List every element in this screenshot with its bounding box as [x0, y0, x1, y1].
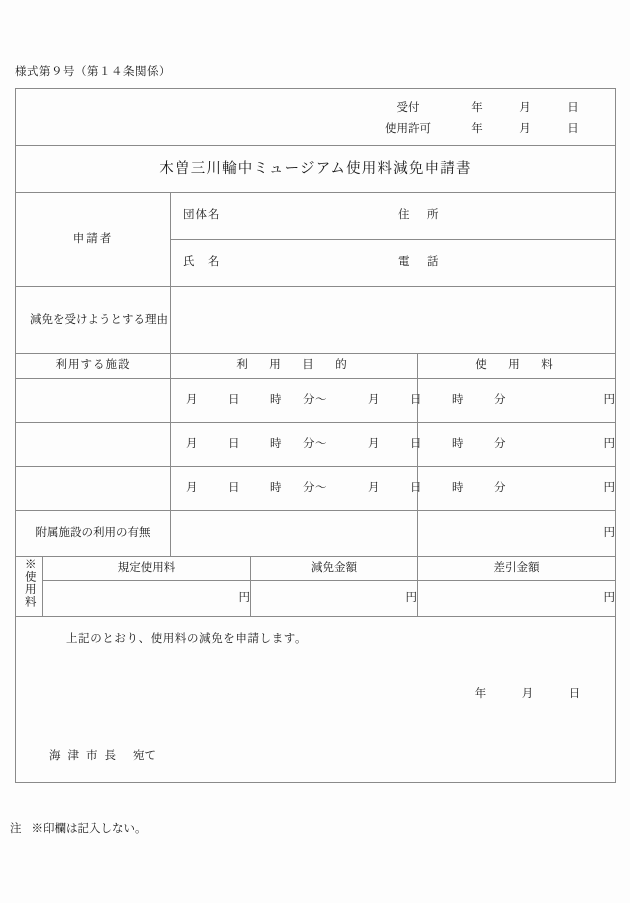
title-row: [16, 146, 616, 193]
usage-day-from[interactable]: 日: [228, 481, 240, 494]
footnote: [10, 820, 147, 836]
usage-minute-from[interactable]: 分～: [303, 437, 327, 450]
usage-hour-to[interactable]: 時: [452, 437, 464, 450]
usage-row: [16, 467, 616, 511]
applicant-name-label: 氏 名: [183, 256, 221, 269]
receipt-month-shiyoukyoka[interactable]: 月: [519, 122, 531, 135]
receipt-year-shiyoukyoka[interactable]: 年: [471, 122, 483, 135]
declaration-cell: [16, 617, 616, 783]
applicant-label-cell: [16, 193, 171, 287]
usage-day-to[interactable]: 日: [410, 437, 422, 450]
usage-datetime-line: [171, 480, 506, 498]
annex-facility-label: 附属施設の利用の有無: [35, 527, 151, 540]
fee-header-reduction: 減免金額: [251, 557, 418, 581]
usage-facility-cell[interactable]: [16, 423, 171, 467]
usage-day-from[interactable]: 日: [228, 393, 240, 406]
usage-day-to[interactable]: 日: [410, 481, 422, 494]
usage-facility-cell[interactable]: [16, 379, 171, 423]
applicant-organization-label: 団体名: [183, 209, 221, 222]
fee-unit-balance: 円: [603, 591, 616, 604]
applicant-address-label: 住 所: [398, 209, 442, 222]
usage-row: [16, 423, 616, 467]
usage-fee-unit: 円: [603, 481, 616, 494]
declaration-year[interactable]: 年: [474, 688, 487, 700]
receipt-row-shiyoukyoka: [16, 121, 597, 139]
declaration-addressee: [49, 748, 156, 766]
applicant-name-cell[interactable]: [171, 240, 616, 287]
fee-value-balance[interactable]: [418, 581, 616, 617]
usage-hour-from[interactable]: 時: [270, 481, 282, 494]
document-title: 木曽三川輪中ミュージアム使用料減免申請書: [159, 160, 472, 177]
application-form-table: [15, 88, 616, 783]
usage-hour-from[interactable]: 時: [270, 393, 282, 406]
usage-day-from[interactable]: 日: [228, 437, 240, 450]
receipt-year-uketsuke[interactable]: 年: [471, 101, 483, 114]
declaration-month[interactable]: 月: [521, 688, 534, 700]
usage-purpose-cell[interactable]: [171, 379, 506, 423]
declaration-statement: 上記のとおり、使用料の減免を申請します。: [66, 633, 308, 645]
reason-label: 減免を受けようとする理由: [30, 313, 168, 326]
usage-header-fee: 使 用 料: [418, 354, 616, 379]
footnote-marker: 注: [10, 823, 22, 835]
usage-minute-to[interactable]: 分: [494, 393, 506, 406]
usage-day-to[interactable]: 日: [410, 393, 422, 406]
usage-minute-to[interactable]: 分: [494, 437, 506, 450]
fee-value-standard[interactable]: [43, 581, 251, 617]
usage-datetime-line: [171, 392, 506, 410]
usage-minute-from[interactable]: 分～: [303, 481, 327, 494]
annex-facility-label-cell: [16, 511, 171, 557]
receipt-label-uketsuke: 受付: [396, 101, 420, 114]
fee-header-balance: 差引金額: [418, 557, 616, 581]
receipt-stamp-row: [16, 89, 616, 146]
usage-month-to[interactable]: 月: [368, 393, 380, 406]
usage-fee-unit: 円: [603, 393, 616, 406]
addressee-suffix: 宛て: [133, 750, 156, 763]
applicant-organization-cell[interactable]: [171, 193, 616, 240]
fee-summary-vertical-label: ※使用料: [23, 558, 36, 609]
usage-month-from[interactable]: 月: [186, 393, 198, 406]
usage-month-to[interactable]: 月: [368, 437, 380, 450]
form-number: 様式第９号（第１４条関係）: [15, 66, 171, 78]
usage-header-purpose: 利 用 目 的: [171, 354, 418, 379]
usage-minute-from[interactable]: 分～: [303, 393, 327, 406]
usage-header-row: [16, 354, 616, 379]
receipt-lines: [16, 93, 615, 139]
receipt-row-uketsuke: [16, 100, 597, 118]
usage-header-facility: 利用する施設: [16, 354, 171, 379]
fee-summary-vertical-label-cell: [16, 557, 43, 617]
annex-facility-fee-cell[interactable]: [418, 511, 616, 557]
usage-month-from[interactable]: 月: [186, 437, 198, 450]
addressee-name: 海津市長: [49, 750, 123, 763]
fee-header-standard: 規定使用料: [43, 557, 251, 581]
applicant-label: 申請者: [72, 232, 114, 245]
fee-value-reduction[interactable]: [251, 581, 418, 617]
annex-facility-input-cell[interactable]: [171, 511, 418, 557]
usage-purpose-cell[interactable]: [171, 467, 506, 511]
receipt-day-uketsuke[interactable]: 日: [567, 101, 579, 114]
reason-input-cell[interactable]: [171, 287, 616, 354]
usage-month-from[interactable]: 月: [186, 481, 198, 494]
receipt-month-uketsuke[interactable]: 月: [519, 101, 531, 114]
fee-summary-value-row: [16, 581, 616, 617]
applicant-organization-field: [171, 207, 615, 225]
applicant-row-organization: [16, 193, 616, 240]
annex-fee-unit: 円: [603, 526, 616, 539]
usage-hour-to[interactable]: 時: [452, 481, 464, 494]
declaration-day[interactable]: 日: [568, 688, 581, 700]
footnote-text: ※印欄は記入しない。: [31, 823, 147, 835]
reason-row: [16, 287, 616, 354]
document-title-cell: [16, 146, 616, 193]
declaration-row: [16, 617, 616, 783]
usage-datetime-line: [171, 436, 506, 454]
fee-unit-standard: 円: [238, 591, 250, 604]
usage-row: [16, 379, 616, 423]
usage-facility-cell[interactable]: [16, 467, 171, 511]
usage-minute-to[interactable]: 分: [494, 481, 506, 494]
usage-purpose-cell[interactable]: [171, 423, 506, 467]
applicant-name-field: [171, 254, 615, 272]
usage-fee-unit: 円: [603, 437, 616, 450]
applicant-phone-label: 電 話: [398, 256, 442, 269]
usage-month-to[interactable]: 月: [368, 481, 380, 494]
usage-hour-from[interactable]: 時: [270, 437, 282, 450]
reason-label-cell: [16, 287, 171, 354]
receipt-stamp-cell: [16, 89, 616, 146]
receipt-label-shiyoukyoka: 使用許可: [385, 122, 432, 135]
receipt-day-shiyoukyoka[interactable]: 日: [567, 122, 579, 135]
annex-facility-row: [16, 511, 616, 557]
fee-summary-header-row: [16, 557, 616, 581]
declaration-date: [457, 686, 598, 704]
usage-hour-to[interactable]: 時: [452, 393, 464, 406]
fee-unit-reduction: 円: [405, 591, 417, 604]
